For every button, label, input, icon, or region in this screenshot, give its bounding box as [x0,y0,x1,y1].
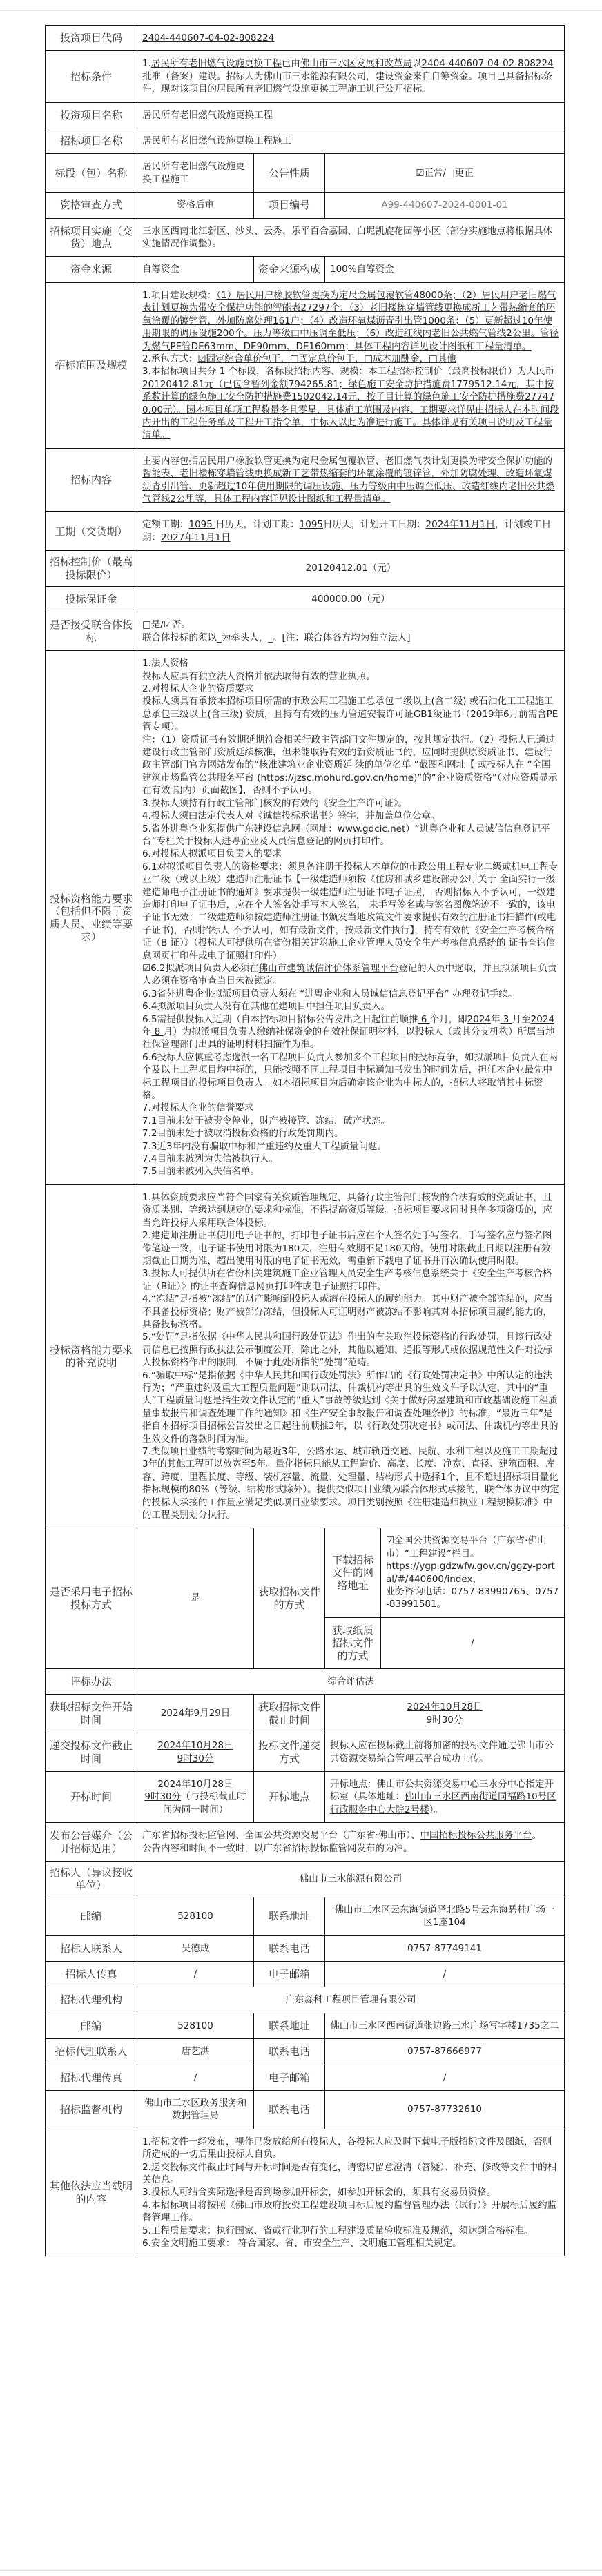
address-value: 佛山市三水区云东海街道驿北路5号云东海碧桂广场一区1座104 [325,1897,565,1935]
label: 是否接受联合体投标 [46,612,137,651]
control-price-value: 20120412.81（元） [137,551,565,587]
text-segment: 本工程招标控制价（最高投标限价）为人民币20120412.81元（已包含暂列金额794265.81；绿色施工安全防护措施费1779512.14元，其中按系数计算的绿色施工安全防护措施费1502042.14元，按子目计算的绿色施工安全防护措施费277470.00元）。因本项目单项工程数量多且零星，具体施工范围及内容、工期要求详见由招标人在本时间段内开出的工程任务单及工程开工指令单，中标人以此为准进行施工。具体详见有关项目说明及工程量清单。 [142,366,559,441]
text-line: 7.1目前未处于被责令停业，财产被接管、冻结，破产状态。 [142,1115,390,1126]
text-segment: ，计划竣工日期： [142,519,552,543]
label: 联系电话 [254,2091,325,2129]
text-line: 6.对投标人拟派项目负责人的要求 [142,848,282,860]
download-address-value [381,1528,565,1617]
text-segment: 日历天，计划开工日期： [323,519,426,531]
text-segment: 月）为拟派项目负责人缴纳社保资金的有效社保证明材料，以投标人（或其分支机构）所属当地社保管理部门出具的证明材料扫描件为准。 [142,1026,555,1051]
text-line: 2.建造师注册证书使用电子证书的，打印电子证书后应在个人签名处手写签名，手写签名应与签名图像笔迹一致，电子证书使用时限为180天，注册有效期不足180天的，使用时限截止日期以注册有效期截止日期为准，超出使用时限的电子证书无效，需重新下载电子证书并再次确认使用时限。 [142,1230,552,1267]
obtain-end-value [325,1695,565,1733]
text-segment: 佛山市三水区发展和改革局 [300,58,412,70]
text-segment: 。 [532,1830,542,1842]
consortium-line: 联合体投标的须以_为牵头人，_。[注：联合体各方均为独立法人] [142,632,411,643]
funding-value: 自筹资金 [137,257,254,282]
label: 招标范围及规模 [46,282,137,448]
text-segment: 3.本招标项目共分 [142,366,217,378]
row-evaluation [46,1668,565,1694]
text-segment: 定额工期： [142,519,189,531]
text-line: 6.1对拟派项目负责人的资格要求：须具备注册于投标人本单位的市政公用工程专业二级或机电工程专业二级（或以上级）建造师注册证书【一级建造师须按《住房和城乡建设部办公厅关于 全面实行一级建造师电子注册证书的通知》要求提供一级建造师注册证书电子证照， 否则招标人不予认可，一级建造师打印电子证书后，应在个人签名处手写本人签名， 未手写签名或与签名图像笔迹不一致的，该电子证书无效；二级建造师须按建造师注册证书颁发当地政策文件要求提供有效的注册证书扫描件(或电子证书)，否则招标人 不予认可，如有最新文件，按最新文件执行】，持有有效的《安全生产考核合格证（B 证）》（投标人可提供所在省份相关建筑施工企业管理人员安全生产考核信息系统的 证书查询信息网页打印件或电子证照打印件）。 [142,861,558,962]
label: 资金来源 [46,257,137,282]
label: 电子邮箱 [254,2065,325,2090]
row-control-price [46,551,565,587]
row-submit-deadline [46,1733,565,1772]
text-segment: 1 [216,366,229,378]
row-obtain-time [46,1695,565,1733]
obtain-start-value: 2024年9月29日 [137,1695,254,1733]
row-scope [46,282,565,448]
text-segment: 日历天，计划工期： [215,519,300,531]
media-value [137,1823,565,1862]
text-line: 3.投标人须持有行政主管部门核发的有效的《安全生产许可证》。 [142,797,408,809]
fax-value: / [137,2065,254,2090]
label: 公告性质 [254,154,325,193]
text-segment: ）。 [429,1804,443,1815]
supervisor-value: 佛山市三水区政务服务和数据管理局 [137,2091,254,2129]
text-line: 5.工程质量要求：执行国家、省或行业现行的工程建设质量验收标准及规范，须达到合格标准。 [142,2225,534,2236]
text-segment: 广东省招标投标监管网、全国公共资源交易平台（广东省·佛山市）、 [142,1830,420,1842]
text-line: 7.对投标人企业的信誉要求 [142,1102,254,1114]
row-supplement [46,1184,565,1528]
text-line: 4.投标人须由法定代表人对《诚信投标承诺书》签字，并加盖单位公章。 [142,810,440,822]
text-line: 5.“处罚”是指依据《中华人民共和国行政处罚法》作出的有关取消投标资格的行政处罚，且该行政处罚信息已按照行政执法公示制度公开，除此之外，其他以通知、通报等形式或依据规范性文件对投标人投标资格作出的限制，不属于此处所指的“处罚”范畴。 [142,1331,552,1369]
text-line: 1.具体资质要求应当符合国家有关资质管理规定，具备行政主管部门核发的合法有效的资质证书，且资质类别、等级达到规定的要求和标准，不得提高资质等级。招标项目要求同时具备多项资质的，应当允许投标人采用联合体投标。 [142,1191,552,1229]
opening-time-value [137,1771,254,1822]
text-segment: ☑固定综合单价包干，□固定总价包干，□成本加酬金，□其他 [197,353,456,364]
supplement-value [137,1184,565,1528]
row-project-code [46,26,565,51]
label: 其他依法应当载明的内容 [46,2129,137,2256]
opening-time: 9时30分 [144,1791,182,1803]
tender-name-value: 居民所有老旧燃气设施更换工程施工 [137,128,565,154]
text-segment: 8 [151,1026,164,1037]
content-value [137,448,565,512]
row-supervisor [46,2091,565,2129]
text-line: 4.本招标项目将按照《佛山市政府投资工程建设项目标后履约监督管理办法（试行）》开展标后履约监督管理工作。 [142,2199,557,2224]
label: 获取招标文件的方式 [254,1528,325,1668]
text-line: 7.2目前未处于被取消投标资格的行政处罚期内。 [142,1128,344,1140]
text-line: 6.安全文明施工要求： 符合国家、省、市安全生产、文明施工管理相关规定。 [142,2238,462,2250]
text-segment: 年 [142,1026,152,1037]
text-line: 6.“骗取中标”是指依据《中华人民共和国行政处罚法》所作出的《行政处罚决定书》中所认定的违法行为；“严重违约及重大工程质量问题”则以司法、仲裁机构等出具的生效文件予以认定，其中的“重大”工程质量问题是指生效文件认定的“重大”事故等级达到《关于做好房屋建筑和市政基础设施工程质量事故报告和调查处理工作的通知》和《生产安全事故报告和调查处理条例》的标准；“最近三年”是指自本招标项目招标公告发出之日起往前顺推3年，以《行政处罚决定书》或司法、仲裁机构等出具的生效文件的落款时间为准。 [142,1369,559,1445]
text-segment: 佛山市公共资源交易中心三水分中心指定 [376,1778,545,1790]
label: 联系地址 [254,2013,325,2038]
row-investment-name [46,102,565,128]
row-section-name [46,154,565,193]
investment-name-value: 居民所有老旧燃气设施更换工程 [137,102,565,128]
scope-paragraph [142,353,559,365]
text-segment: 1. [142,58,151,70]
text-segment: 6 [418,1013,430,1025]
label: 资金来源构成 [254,257,325,282]
qualification-line [142,962,559,988]
label: 投标文件递交方式 [254,1733,325,1772]
text-segment: 批准（备案）建设。招标人为佛山市三水能源有限公司，建设资金来自自筹资金。项目已具备招标条件，现对该项目的居民所有老旧燃气设施更换工程施工进行公开招标。 [142,70,552,95]
row-tenderer [46,1861,565,1897]
phone-value: 0757-87732610 [325,2091,565,2129]
label: 投标资格能力要求的补充说明 [46,1184,137,1528]
text-line: 4.“冻结”是指被“冻结”的财产影响到投标人或潜在投标人的履约能力。其中财产被全部冻结的，应当不具备投标资格；财产被部分冻结，但投标人可证明财产被冻结不影响其对本招标项目履约能力的，具备投标资格。 [142,1294,553,1330]
text-line: 1.招标文件一经发布，视作已发放给所有投标人，各投标人应及时下载电子版招标文件及图纸，否则所造成的一切后果由投标人自负。 [142,2136,552,2160]
row-agency-contact [46,2039,565,2065]
text-line: 3.投标人可结合实际选择是否到场参加开标会，如参加开标会的，须具有交易员资格。 [142,2187,496,2198]
phone-value: 0757-87749141 [325,1935,565,1961]
row-content [46,448,565,512]
text-segment: 已由 [281,58,300,70]
row-funding [46,257,565,282]
row-location [46,218,565,257]
scope-paragraph [142,289,559,353]
opening-time-note: （与投标截止时间为同一时间） [162,1791,246,1815]
text-segment: 开标地点： [330,1778,377,1790]
text-segment: 居民用户橡胶软管更换为定尺金属包覆软管、老旧燃气表计划更换为带安全保护功能的智能表、老旧楼栋穿墙管线更换成新工艺带热缩套的环氧涂覆的镀锌管，外加防腐处理、改造环氧煤沥青引出管、更新超过10年使用期限的调压设施、压力等级由中压调至低压、改造红线内老旧公共燃气管线2公里等，具体工程内容详见设计图纸和工程量清单。 [142,455,555,505]
review-method-value: 资格后审 [137,193,254,218]
row-review-method [46,193,565,218]
label: 获取招标文件开始时间 [46,1695,137,1733]
duration-value [137,512,565,551]
text-segment: 以 [411,58,422,70]
text-segment: 3 [500,1013,512,1025]
text-segment: 2024 [530,1013,555,1025]
scope-value [137,282,565,448]
label: 投资项目代码 [46,26,137,51]
label: 投资项目名称 [46,102,137,128]
row-media [46,1823,565,1862]
email-value: / [325,2065,565,2090]
bottom-divider [0,2570,602,2571]
row-duration [46,512,565,551]
top-divider [0,10,602,11]
scope-paragraph [142,365,559,441]
text-line: 7.类似项目业绩的考察时间为最近3年，公路水运、城市轨道交通、民航、水利工程以及施工工期超过3年的其他工程可以放宽至5年。量化指标只能从工程造价、高度、长度、净宽、直径、建筑面积、库容、跨度、里程长度、等级、装机容量、流量、处理量、结构形式中选择1个，且不超过招标项目量化指标规模的80%（等级、结构形式除外）。提供类似项目业绩为联合体形式承接的，联合体协议中约定的投标人承接的工作量应满足类似项目业绩要求。项目类别按照《注册建造师执业工程规模标准》中的工程类别划分执行。 [142,1446,559,1521]
project-number-value: A99-440607-2024-0001-01 [325,193,565,218]
row-consortium [46,612,565,651]
consult-phone: 业务咨询电话：0757-83990765、0757-83991581。 [386,1586,559,1610]
label: 招标控制价（最高投标限价） [46,551,137,587]
text-segment: （1）居民用户橡胶软管更换为定尺金属包覆软管48000条；（2）居民用户老旧燃气表计划更换为带安全保护功能的智能表27297个；（3）老旧楼栋穿墙管线更换成新工艺带热缩套的环氧涂覆的镀锌管，外加防腐处理161户；（4）改造环氧煤沥青引出管1000条；（5）更新超过10年使用期限的调压设施200个。压力等级由中压调至低压；（6）改造红线内老旧公共燃气管线2公里。管径为燃气PE管DE63mm、DE90mm、DE160mm；具体工程内容详见设计图纸和工程量清单。 [142,289,559,352]
label: 招标项目名称 [46,128,137,154]
text-line: 投标人须具有承接本招标项目所需的市政公用工程施工总承包二级以上(含二级) 或石油化工工程施工总承包三级以上(含三级) 资质，且持有有效的压力管道安装许可证GB1级证书（2019年6月前需含PE管专项）。 [142,696,559,733]
submit-deadline-value [137,1733,254,1772]
text-line: 1.法人资格 [142,658,188,670]
label: 项目编号 [254,193,325,218]
label: 招标人（异议接收单位） [46,1861,137,1897]
label: 标段（包）名称 [46,154,137,193]
download-url-link[interactable]: https://ygp.gdzwfw.gov.cn/ggzy-portal/#/440600/index， [386,1561,555,1585]
text-segment: 开标室（具体地址： [330,1778,554,1803]
row-agency-fax [46,2065,565,2090]
fax-value: / [137,1961,254,1987]
label: 招标项目实施（交货）地点 [46,218,137,257]
label: 联系地址 [254,1897,325,1935]
submit-date: 2024年10月28日 [157,1740,233,1752]
submit-time: 9时30分 [177,1753,214,1764]
text-segment: 年 [491,1013,501,1025]
label: 发布公告媒介（公开招标适用） [46,1823,137,1862]
row-tenderer-contact [46,1935,565,1961]
qualification-line [142,1013,559,1051]
postcode-value: 528100 [137,1897,254,1935]
label: 是否采用电子招标投标方式 [46,1528,137,1668]
consortium-line: □是/☑否。 [142,619,191,631]
label: 资格审查方式 [46,193,137,218]
text-segment: 1.项目建设规模： [142,289,217,301]
row-tenderer-fax [46,1961,565,1987]
label: 电子邮箱 [254,1961,325,1987]
opening-date: 2024年10月28日 [157,1778,233,1790]
text-segment: 中国招标投标公共服务平台 [420,1830,532,1842]
text-line: 注：（1）资质证书有效期延期符合相关行政主管部门文件规定的，按其规定执行。（2）投标人已通过建设行政主管部门资质延续核准，但未能取得有效的新资质证书的，应同时提供原资质证书、建设行政主管部门官方网站发布的“核准建筑业企业资质延 续的单位名单 ”截图和网址【 或投标人在 “全国建筑市场监管公共服务平台 (https://jzsc.mohurd.gov.cn/home)”的“企业资质资格”（对应资质显示在有效 期内）页面截图】，否则不予认可。 [142,734,558,797]
label: 投标资格能力要求（包括但不限于资质人员、业绩等要求） [46,651,137,1185]
submit-method-value: 投标人应在投标截止前将加密的投标文件通过佛山市公共资源交易综合管理云平台成功上传。 [325,1733,565,1772]
label: 招标代理传真 [46,2065,137,2090]
label: 递交投标文件截止时间 [46,1733,137,1772]
notice-nature-value: ☑正常/□更正 [325,154,565,193]
row-other [46,2129,565,2256]
row-tender-condition [46,51,565,102]
consortium-value [137,612,565,651]
text-segment: ☑6.2拟派项目负责人必须在 [142,962,259,974]
label: 联系电话 [254,2039,325,2065]
label: 开标时间 [46,1771,137,1822]
text-line: 7.5目前未被列入失信名单。 [142,1166,260,1178]
download-platform: ☑全国公共资源交易平台（广东省·佛山市）“工程建设”栏目。 [386,1535,547,1559]
text-line: 投标人应具有独立法人资格并依法取得有效的营业执照。 [142,670,376,682]
text-segment: 2024 [467,1013,491,1025]
qualification-value [137,651,565,1185]
label: 投标保证金 [46,587,137,612]
tender-notice-table [45,25,565,2256]
address-value: 佛山市三水区西南街道张边路三水广场写字楼1735之二 [325,2013,565,2038]
media-list [142,1829,559,1842]
text-segment: 2.承包方式： [142,353,198,364]
label: 获取纸质招标文件的方式 [325,1617,381,1668]
agency-value: 广东淼科工程项目管理有限公司 [137,1987,565,2013]
row-deposit [46,587,565,612]
label: 招标人联系人 [46,1935,137,1961]
section-name-value: 居民所有老旧燃气设施更换工程施工 [137,154,254,193]
text-segment: 6.5需提供投标人近期（自本招标项目招标公告发出之日起往前顺推 [142,1013,418,1025]
text-line: 5.省外进粤企业须提供广东建设信息网（网址：www.gdcic.net）“进粤企业和人员诚信信息登记平台”专栏关于投标人进粤企业及人员信息登记的网页打印件。 [142,823,550,847]
text-segment: 2027年11月1日 [161,531,231,543]
label: 下载招标文件的网络地址 [325,1528,381,1617]
paper-documents-value: / [381,1617,565,1668]
text-line: 2.对投标人企业的资质要求 [142,683,254,695]
evaluation-value: 综合评估法 [137,1668,565,1694]
opening-place-value [325,1771,565,1822]
obtain-end-time: 9时30分 [426,1714,463,1726]
text-segment: 居民所有老旧燃气设施更换工程 [150,58,282,70]
contact-value: 唐艺洪 [137,2039,254,2065]
text-line: 3.投标人可提供所在省份相关建筑施工企业管理人员安全生产考核信息系统关于《安全生产考核合格证（B证）》的证书查询信息网页打印件或电子证照打印件。 [142,1268,552,1292]
email-value: / [325,1961,565,1987]
text-line: 7.4目前未被列为失信被执行人。 [142,1153,278,1165]
location-value: 三水区西南北江新区、沙头、云秀、乐平百合嘉园、白坭凯旋花园等小区（部分实施地点将根据具体实施情况作调整）。 [137,218,565,257]
text-line: 7.3近3年内没有骗取中标和严重违约及重大工程质量问题。 [142,1140,387,1152]
text-line: 2.递交投标文件截止时间与开标时间是否有变化，请密切留意澄清（答疑）、补充、修改等文件中的相关信息。 [142,2161,557,2186]
row-agency-postcode [46,2013,565,2038]
label: 招标内容 [46,448,137,512]
text-segment: 2024年11月1日 [425,519,496,531]
phone-value: 0757-87666977 [325,2039,565,2065]
label: 招标代理联系人 [46,2039,137,2065]
text-line: 6.4拟派项目负责人没有在其他在建项目中担任项目负责人。 [142,1001,390,1013]
label: 招标监督机构 [46,2091,137,2129]
label: 联系电话 [254,1935,325,1961]
row-agency [46,1987,565,2013]
label: 招标代理机构 [46,1987,137,2013]
deposit-value: 400000.00（元） [137,587,565,612]
label: 招标条件 [46,51,137,102]
text-line: 6.6投标人应慎重考虑选派一名工程项目负责人参加多个工程项目的投标竞争，如拟派项目负责人在两个及以上工程项目均中标的，只能按照不同工程项目中标通知书发出的时间先后，担任本企业最先中标工程项目的投标项目负责人。如本招标项目为后确定该企业为中标人的，招标人将取消其中标资格。 [142,1051,558,1102]
postcode-value: 528100 [137,2013,254,2038]
label: 邮编 [46,1897,137,1935]
row-qualification [46,651,565,1185]
text-line: 6.3省外进粤企业拟派项目负责人须在 “进粤企业和人员诚信信息登记平台” 办理登记手续。 [142,988,518,999]
text-segment: 个月，即 [429,1013,467,1025]
label: 工期（交货期） [46,512,137,551]
text-segment: 1095 [188,519,216,531]
label: 邮编 [46,2013,137,2038]
project-code-value: 2404-440607-04-02-808224 [137,26,565,51]
row-opening [46,1771,565,1822]
row-electronic-bidding [46,1528,565,1617]
text-segment: 佛山市建筑诚信评价体系管理平台 [258,962,399,974]
label: 获取招标文件截止时间 [254,1695,325,1733]
label: 招标人传真 [46,1961,137,1987]
label: 评标办法 [46,1668,137,1694]
row-tender-name [46,128,565,154]
obtain-end-date: 2024年10月28日 [407,1701,483,1713]
tenderer-value: 佛山市三水能源有限公司 [137,1861,565,1897]
text-segment: 主要内容包括 [142,455,198,467]
text-segment: 月至 [512,1013,531,1025]
text-segment: 1095 [299,519,324,531]
text-segment: 个标段，各标段招标内容、规模： [228,366,369,378]
row-tenderer-postcode [46,1897,565,1935]
electronic-bidding-value: 是 [137,1528,254,1668]
other-value [137,2129,565,2256]
text-segment: 登记的人员中选取，并且拟派项目负责人必须在资格审查当日未被锁定。 [142,962,557,987]
text-segment: 2404-440607-04-02-808224 [421,58,554,70]
text-segment: 佛山市三水区西南街道同福路10号区行政服务中心大院2号楼 [330,1791,556,1815]
funding-composition-value: 100%自筹资金 [325,257,565,282]
label: 开标地点 [254,1771,325,1822]
contact-value: 吴德成 [137,1935,254,1961]
tender-condition-value [137,51,565,102]
media-note: 公告内容和时间不一致时，以广东省招标投标监管网发布的为准。 [142,1842,413,1854]
